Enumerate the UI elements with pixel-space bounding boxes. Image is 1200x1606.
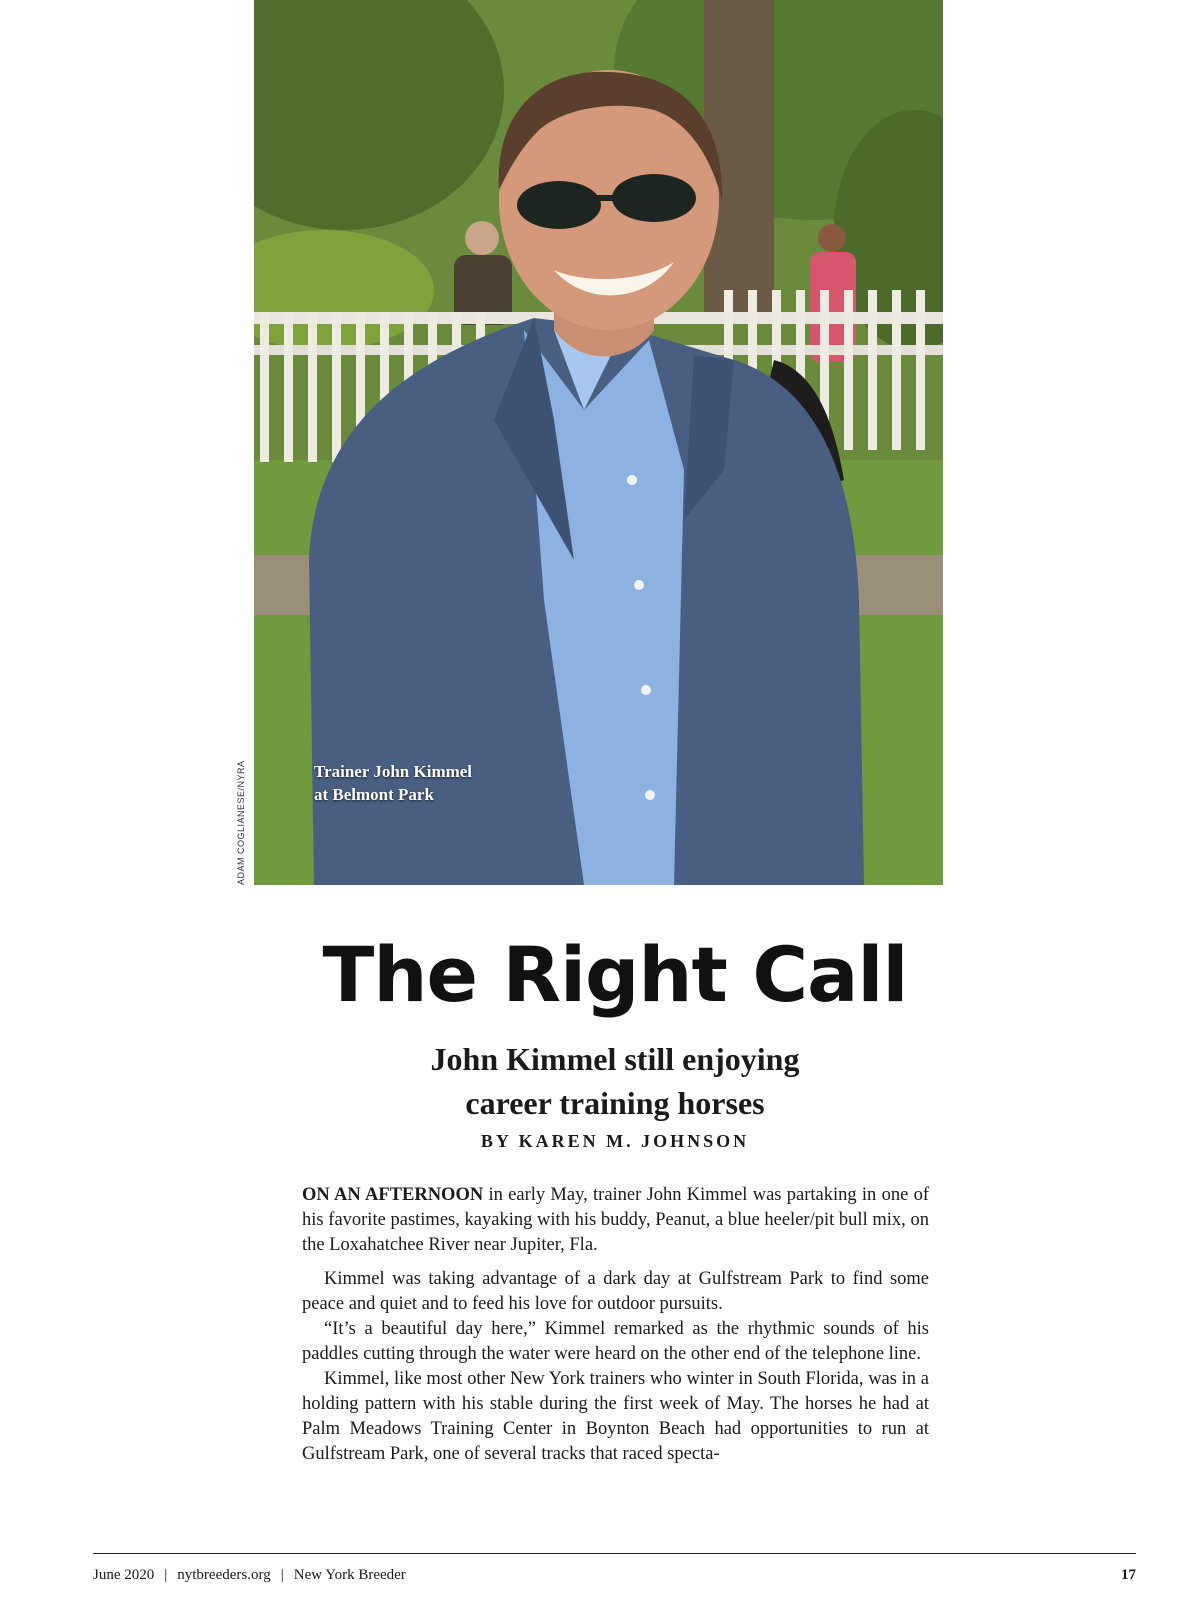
page-footer: [93, 1567, 1136, 1584]
footer-separator: |: [164, 1567, 168, 1583]
byline: BY KAREN M. JOHNSON: [480, 1131, 750, 1151]
article-title: The Right Call: [322, 930, 908, 1019]
feature-photo: [254, 0, 943, 885]
subtitle-line-1: John Kimmel still enjoying: [430, 1041, 800, 1077]
publication-name: New York Breeder: [293, 1567, 406, 1583]
trainer-portrait-illustration: [254, 0, 943, 885]
website-link[interactable]: nytbreeders.org: [177, 1567, 271, 1583]
paragraph-1-text: in early May, trainer John Kimmel was partaking in one of his favorite pastimes, kayaking with his buddy, Peanut, a blue heeler/pit bull mix, on the Loxahatchee River near Jupiter, Fla.: [302, 1185, 929, 1255]
paragraph-3: “It’s a beautiful day here,” Kimmel remarked as the rhythmic sounds of his paddles cutting through the water were heard on the other end of the telephone line.: [302, 1319, 929, 1364]
photo-caption: [314, 760, 472, 806]
footer-separator: |: [280, 1567, 284, 1583]
paragraph-2: Kimmel was taking advantage of a dark day at Gulfstream Park to find some peace and quiet and to feed his love for outdoor pursuits.: [302, 1269, 929, 1314]
photo-credit: ADAM COGLIANESE/NYRA: [236, 760, 246, 885]
issue-date: June 2020: [93, 1567, 155, 1583]
paragraph-4: Kimmel, like most other New York trainers who winter in South Florida, was in a holding pattern with his stable during the first week of May. The horses he had at Palm Meadows Training Center in Boynton Beach had opportunities to run at Gulfstream Park, one of several tracks that raced specta-: [302, 1369, 929, 1464]
article-subtitle: [0, 1037, 1200, 1125]
caption-line-1: Trainer John Kimmel: [314, 762, 473, 781]
footer-divider: [93, 1553, 1136, 1554]
subtitle-line-2: career training horses: [465, 1085, 765, 1121]
lead-in: ON AN AFTERNOON: [302, 1185, 484, 1205]
page-number: 17: [1121, 1567, 1136, 1583]
paragraph-1: [302, 1183, 929, 1258]
article-body: [302, 1183, 929, 1467]
caption-line-2: at Belmont Park: [314, 785, 434, 804]
